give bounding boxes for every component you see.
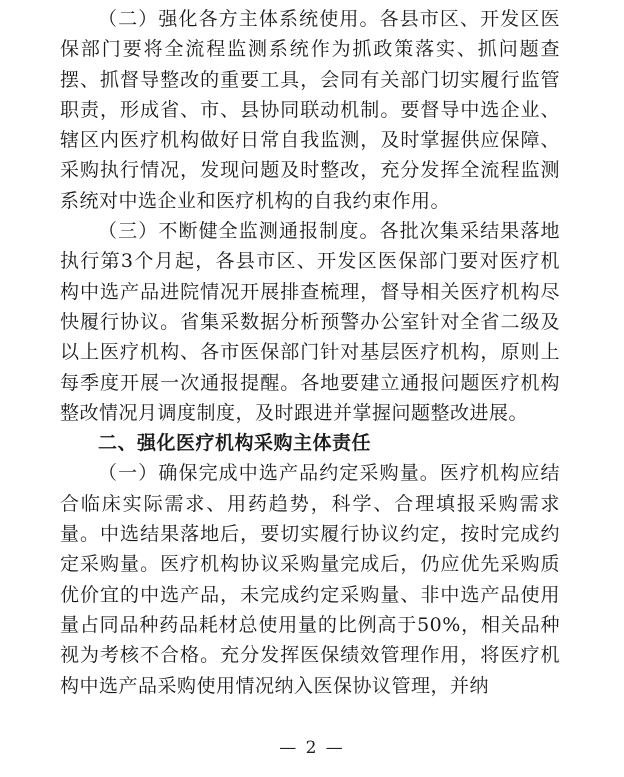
page-number: — 2 — bbox=[279, 738, 345, 758]
paragraph-monitoring-report: （三）不断健全监测通报制度。各批次集采结果落地执行第3个月起，各县市区、开发区医保部门要对医疗机构中选产品进院情况开展排查梳理，督导相关医疗机构尽快履行协议。省集采数据分析预警办公室针对全省二级及以上医疗机构、各市医保部门针对基层医疗机构，原则上每季度开展一次通报提醒。各地要建立通报问题医疗机构整改情况月调度制度，及时跟进并掌握问题整改进展。 bbox=[60, 220, 560, 424]
paragraph-procurement-volume: （一）确保完成中选产品约定采购量。医疗机构应结合临床实际需求、用药趋势，科学、合理填报采购需求量。中选结果落地后，要切实履行协议约定，按时完成约定采购量。医疗机构协议采购量完成后，仍应优先采购质优价宜的中选产品，未完成约定采购量、非中选产品使用量占同品种药品耗材总使用量的比例高于50%，相关品种视为考核不合格。充分发挥医保绩效管理作用，将医疗机构中选产品采购使用情况纳入医保协议管理，并纳 bbox=[60, 462, 560, 697]
paragraph-system-usage: （二）强化各方主体系统使用。各县市区、开发区医保部门要将全流程监测系统作为抓政策落实、抓问题查摆、抓督导整改的重要工具，会同有关部门切实履行监管职责，形成省、市、县协同联动机制。要督导中选企业、辖区内医疗机构做好日常自我监测，及时掌握供应保障、采购执行情况，发现问题及时整改，充分发挥全流程监测系统对中选企业和医疗机构的自我约束作用。 bbox=[60, 8, 560, 212]
document-body bbox=[60, 4, 560, 701]
section-heading: 二、强化医疗机构采购主体责任 bbox=[98, 432, 372, 455]
